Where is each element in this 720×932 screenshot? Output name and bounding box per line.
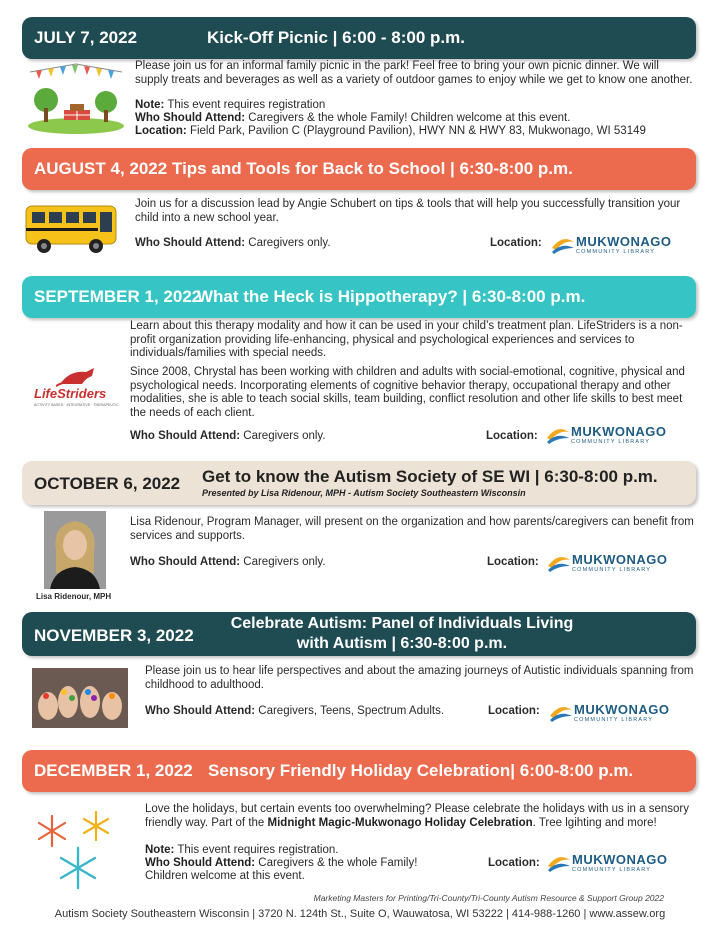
library-logo	[546, 550, 668, 576]
event-date: NOVEMBER 3, 2022	[34, 626, 194, 645]
library-logo	[545, 422, 667, 448]
library-logo-sub: COMMUNITY LIBRARY	[571, 439, 651, 445]
event-attend-line	[130, 556, 326, 568]
event-description: Join us for a discussion lead by Angie Schubert on tips & tools that will help you successfully transition your child into a new school year.	[135, 198, 681, 224]
event-banner-december	[22, 750, 696, 792]
library-logo	[548, 700, 670, 726]
event-description: Please join us for an informal family picnic in the park! Feel free to bring your own picnic dinner. We will supply treats and beverages as well as a variety of outdoor games to enjoy while we get to know one another.	[135, 60, 693, 86]
event-date: OCTOBER 6, 2022	[34, 474, 181, 493]
event-banner-october	[22, 461, 696, 505]
attend-text: Caregivers only.	[248, 237, 331, 249]
event-title-line-2: with Autism | 6:30-8:00 p.m.	[296, 635, 508, 652]
photo-caption: Lisa Ridenour, MPH	[36, 592, 112, 601]
location-label: Location:	[135, 125, 187, 137]
event-attend-line	[135, 237, 331, 249]
school-bus-illustration	[24, 198, 120, 256]
event-date: SEPTEMBER 1, 2022	[34, 287, 202, 306]
attend-text: Caregivers, Teens, Spectrum Adults.	[258, 705, 445, 717]
library-logo-sub: COMMUNITY LIBRARY	[574, 717, 654, 723]
painted-hands-photo	[32, 668, 128, 728]
event-description: Please join us to hear life perspectives and about the amazing journeys of Autistic individuals spanning from childhood to adulthood.	[145, 665, 694, 691]
event-note-line	[145, 844, 475, 858]
event-attend-line	[145, 857, 475, 871]
event-attend-line	[135, 112, 695, 126]
event-description-2: Since 2008, Chrystal has been working with children and adults with social-emotional, cognitive, physical and psychological needs. Incorporating elements of cognitive behavior therapy, occupational therapy and other modalities, she is able to teach social skills, team building, conflict resolution and other life skills to best meet the needs of each client.	[130, 366, 685, 419]
library-logo-name: MUKWONAGO	[572, 552, 668, 567]
library-logo	[550, 232, 672, 258]
location-text: Field Park, Pavilion C (Playground Pavilion), HWY NN & HWY 83, Mukwonago, WI 53149	[189, 125, 646, 137]
lifestriders-tagline: ACTIVITY BASED · INTEGRATIVE · THERAPEUTIC	[34, 403, 119, 407]
event-description: Learn about this therapy modality and how it can be used in your child’s treatment plan. LifeStriders is a non-profit organization providing life-enhancing, physical and psychological experiences and services to individuals/families with special needs.	[130, 320, 683, 359]
library-logo-name: MUKWONAGO	[572, 852, 668, 867]
description-part-b: . Tree lgihting and more!	[532, 816, 657, 829]
location-label: Location:	[487, 556, 539, 568]
library-logo-name: MUKWONAGO	[574, 702, 670, 717]
event-note-line	[135, 99, 695, 113]
event-title: What the Heck is Hippotherapy? | 6:30-8:00 p.m.	[197, 287, 586, 306]
attend-text: Caregivers only.	[243, 556, 326, 568]
event-title: Kick-Off Picnic | 6:00 - 8:00 p.m.	[207, 28, 465, 47]
location-label: Location:	[488, 705, 540, 717]
location-label: Location:	[488, 857, 540, 869]
library-logo-mark-icon	[545, 422, 571, 446]
event-banner-july	[22, 17, 696, 59]
event-subtitle: Presented by Lisa Ridenour, MPH - Autism Society Southeastern Wisconsin	[202, 488, 526, 498]
location-label: Location:	[490, 237, 542, 249]
event-description	[145, 803, 695, 830]
event-banner-september	[22, 276, 696, 318]
credits-line: Marketing Masters for Printing/Tri-County/Tri-County Autism Resource & Support Group 2022	[313, 893, 664, 903]
note-label: Note:	[145, 844, 175, 856]
attend-label: Who Should Attend:	[145, 705, 256, 717]
event-title: Tips and Tools for Back to School | 6:30-8:00 p.m.	[172, 159, 573, 178]
description-part-a: Love the holidays, but certain events too overwhelming? Please celebrate the holidays with us in a sensory friendly way. Part of the	[145, 803, 690, 829]
event-banner-august	[22, 148, 696, 190]
picnic-illustration	[26, 60, 126, 136]
event-title: Sensory Friendly Holiday Celebration| 6:00-8:00 p.m.	[208, 761, 634, 780]
attend-label: Who Should Attend:	[145, 857, 256, 869]
event-date: JULY 7, 2022	[34, 28, 138, 47]
library-logo-sub: COMMUNITY LIBRARY	[576, 249, 656, 255]
lifestriders-logo	[32, 366, 119, 412]
event-date: DECEMBER 1, 2022	[34, 761, 193, 780]
library-logo-mark-icon	[550, 232, 576, 256]
note-text: This event requires registration	[167, 99, 326, 111]
attend-label: Who Should Attend:	[130, 430, 241, 442]
library-logo-sub: COMMUNITY LIBRARY	[572, 567, 652, 573]
event-banner-november	[22, 612, 696, 656]
horse-icon	[56, 366, 100, 388]
event-location-line	[135, 125, 695, 139]
library-logo-name: MUKWONAGO	[576, 234, 672, 249]
note-text: This event requires registration.	[177, 844, 339, 856]
event-date: AUGUST 4, 2022	[34, 159, 168, 178]
event-title	[192, 614, 612, 654]
event-attend-line	[145, 705, 444, 717]
attend-text-line-2: Children welcome at this event.	[145, 870, 305, 882]
library-logo-mark-icon	[546, 550, 572, 574]
snowflakes-illustration	[34, 806, 120, 892]
library-logo	[546, 850, 668, 876]
library-logo-mark-icon	[548, 700, 574, 724]
attend-text: Caregivers only.	[243, 430, 326, 442]
event-attend-line	[130, 430, 326, 442]
library-logo-name: MUKWONAGO	[571, 424, 667, 439]
event-title-line-1: Celebrate Autism: Panel of Individuals Living	[230, 615, 574, 632]
attend-label: Who Should Attend:	[130, 556, 241, 568]
attend-label: Who Should Attend:	[135, 237, 246, 249]
event-title: Get to know the Autism Society of SE WI | 6:30-8:00 p.m.	[202, 467, 658, 486]
library-logo-mark-icon	[546, 850, 572, 874]
event-description: Lisa Ridenour, Program Manager, will present on the organization and how parents/caregivers can benefit from services and supports.	[130, 516, 694, 542]
lifestriders-wordmark: LifeStriders	[34, 386, 107, 401]
footer-contact: Autism Society Southeastern Wisconsin | 3720 N. 124th St., Suite O, Wauwatosa, WI 53222 | 414-988-1260 | www.assew.org	[54, 908, 666, 920]
description-highlight: Midnight Magic-Mukwonago Holiday Celebration	[267, 816, 533, 829]
attend-text: Caregivers & the whole Family! Children welcome at this event.	[248, 112, 571, 124]
note-label: Note:	[135, 99, 165, 111]
library-logo-sub: COMMUNITY LIBRARY	[572, 867, 652, 873]
attend-label: Who Should Attend:	[135, 112, 246, 124]
location-label: Location:	[486, 430, 538, 442]
speaker-photo	[44, 511, 106, 589]
attend-text: Caregivers & the whole Family!	[258, 857, 418, 869]
